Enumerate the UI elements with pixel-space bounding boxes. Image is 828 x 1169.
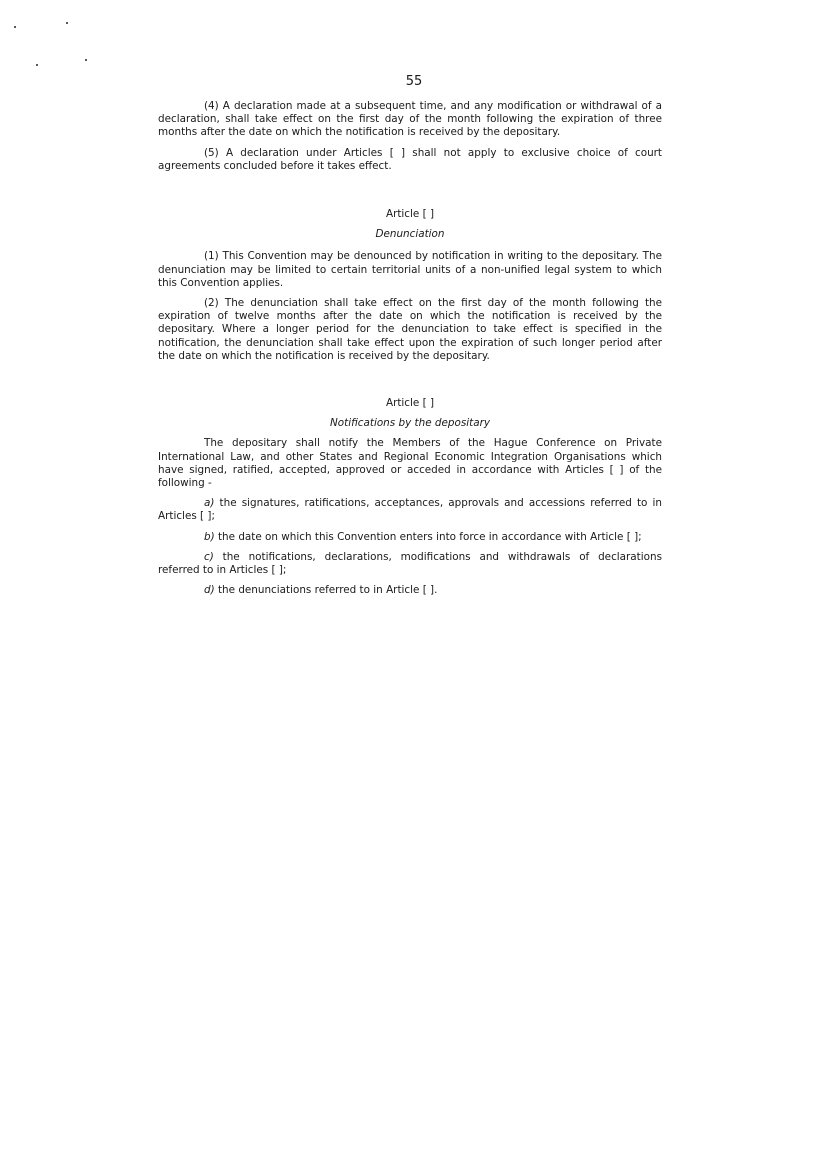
list-item <box>158 497 662 523</box>
article-title: Notifications by the depositary <box>329 417 490 430</box>
scan-speck <box>36 64 38 66</box>
list-item-label: d) <box>204 584 215 597</box>
article-heading: Article [ ] <box>385 208 435 220</box>
paragraph-5: (5) A declaration under Articles [ ] shall not apply to exclusive choice of court agreements concluded before it takes effect. <box>158 146 662 172</box>
list-item-text: the date on which this Convention enters into force in accordance with Article [ ]; <box>214 530 642 543</box>
article-denunciation <box>158 208 662 363</box>
denunciation-paragraph-2: (2) The denunciation shall take effect on the first day of the month following the expiration of twelve months after the date on which the notification is received by the depositary. Where a longer period for the denunciation to take effect is specified in the notification, the denunciation shall take effect upon the expiration of such longer period after the date on which the notification is received by the depositary. <box>158 297 662 362</box>
scan-speck <box>85 59 87 61</box>
list-item-label: a) <box>204 497 215 510</box>
scan-speck <box>66 22 68 24</box>
scan-speck <box>14 26 16 28</box>
notifications-intro: The depositary shall notify the Members of the Hague Conference on Private International Law, and other States and Regional Economic Integration Organisations which have signed, ratified, accepted, approved or acceded in accordance with Articles [ ] of the following - <box>158 437 662 490</box>
article-heading: Article [ ] <box>385 397 435 409</box>
list-item-label: b) <box>204 530 215 543</box>
list-item-text: the denunciations referred to in Article [ ]. <box>214 584 438 597</box>
article-notifications <box>158 397 662 597</box>
list-item <box>158 551 662 577</box>
paragraph-4: (4) A declaration made at a subsequent time, and any modification or withdrawal of a declaration, shall take effect on the first day of the month following the expiration of three months after the date on which the notification is received by the depositary. <box>158 100 662 139</box>
list-item <box>158 531 662 544</box>
article-title: Denunciation <box>375 228 445 241</box>
page-number: 55 <box>405 74 423 89</box>
continued-section <box>158 100 662 173</box>
list-item <box>158 584 662 597</box>
list-item-label: c) <box>204 550 214 563</box>
list-item-text: the notifications, declarations, modifications and withdrawals of declarations referred to in Articles [ ]; <box>158 550 662 577</box>
list-item-text: the signatures, ratifications, acceptances, approvals and accessions referred to in Articles [ ]; <box>158 497 662 523</box>
denunciation-paragraph-1: (1) This Convention may be denounced by notification in writing to the depositary. The denunciation may be limited to certain territorial units of a non-unified legal system to which this Convention applies. <box>158 250 662 289</box>
